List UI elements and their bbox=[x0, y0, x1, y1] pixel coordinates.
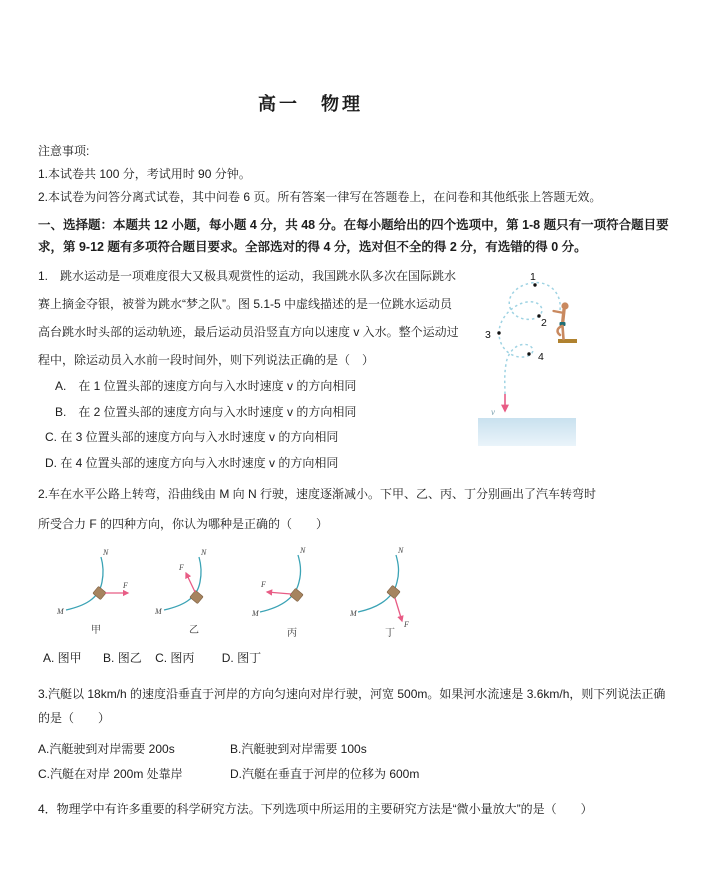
force-arrow bbox=[186, 573, 195, 592]
question-3-option-a: A.汽艇驶到对岸需要 200s bbox=[38, 742, 175, 756]
question-2 bbox=[38, 482, 670, 668]
question-2-option-a: A. 图甲 bbox=[43, 651, 82, 665]
question-2-option-c: C. 图丙 bbox=[155, 651, 195, 665]
question-2-text-line1: 2.车在水平公路上转弯，沿曲线由 M 向 N 行驶，速度逐渐减小。下甲、乙、丙、丁分别画出了汽车转弯时 bbox=[38, 487, 597, 501]
n-label: N bbox=[300, 546, 306, 555]
trajectory-point-3 bbox=[497, 331, 500, 334]
point-label-1: 1 bbox=[530, 271, 536, 283]
force-arrow bbox=[395, 598, 402, 621]
diagram-caption: 乙 bbox=[189, 625, 199, 636]
page-content bbox=[38, 140, 670, 821]
f-label: F bbox=[123, 581, 128, 590]
question-1-text: 1. 跳水运动是一项难度很大又极具观赏性的运动，我国跳水队多次在国际跳水赛上摘金夺银，被誉为跳水“梦之队”。图 5.1-5 中虚线描述的是一位跳水运动员高台跳水时头部的运动轨迹，最后运动员沿竖直方向以速度 v 入水。整个运动过程中，除运动员入水前一段时间外，则下列说法正确的是（ ） bbox=[38, 269, 459, 367]
question-2-text-line2: 所受合力 F 的四种方向，你认为哪种是正确的（ ） bbox=[38, 517, 329, 531]
question-2-options bbox=[38, 648, 670, 668]
m-label: M bbox=[350, 609, 357, 618]
question-1-option-a: A. 在 1 位置头部的速度方向与入水时速度 v 的方向相同 bbox=[55, 379, 357, 393]
trajectory-point-4 bbox=[527, 352, 530, 355]
question-1 bbox=[38, 262, 670, 476]
question-4-text: 4．物理学中有许多重要的科学研究方法。下列选项中所运用的主要研究方法是“微小量放大”的是（ ） bbox=[38, 802, 593, 816]
question-3-option-b: B.汽艇驶到对岸需要 100s bbox=[230, 742, 367, 756]
question-2-option-b: B. 图乙 bbox=[103, 651, 142, 665]
question-1-option-d: D. 在 4 位置头部的速度方向与入水时速度 v 的方向相同 bbox=[45, 455, 339, 470]
m-label: M bbox=[57, 607, 64, 616]
car-marker bbox=[190, 590, 203, 603]
diagram-bing bbox=[252, 542, 336, 638]
trajectory-path bbox=[499, 283, 560, 396]
point-label-4: 4 bbox=[538, 351, 544, 363]
notice-item-1: 1.本试卷共 100 分，考试用时 90 分钟。 bbox=[38, 167, 251, 181]
water-surface bbox=[478, 418, 576, 446]
notice-section bbox=[38, 140, 670, 209]
road-curve bbox=[260, 555, 301, 612]
question-1-option-b: B. 在 2 位置头部的速度方向与入水时速度 v 的方向相同 bbox=[55, 404, 357, 419]
car-marker bbox=[290, 588, 303, 601]
diagram-yi bbox=[154, 542, 238, 638]
page-title: 高一 物理 bbox=[258, 94, 363, 114]
question-3-option-c: C.汽艇在对岸 200m 处靠岸 bbox=[38, 767, 183, 781]
point-label-3: 3 bbox=[485, 329, 491, 341]
question-3-text: 3.汽艇以 18km/h 的速度沿垂直于河岸的方向匀速向对岸行驶，河宽 500m。如果河水流速是 3.6km/h，则下列说法正确的是（ ） bbox=[38, 687, 666, 725]
trajectory-point-1 bbox=[533, 283, 536, 286]
velocity-label: v bbox=[491, 407, 495, 417]
question-3-options bbox=[38, 737, 670, 787]
diagram-caption: 甲 bbox=[91, 625, 101, 636]
diving-platform bbox=[558, 339, 577, 343]
car-marker bbox=[93, 586, 106, 599]
figure-diver-trajectory bbox=[468, 268, 578, 448]
diagram-caption: 丁 bbox=[385, 628, 395, 638]
question-3-option-d: D.汽艇在垂直于河岸的位移为 600m bbox=[230, 767, 420, 781]
diver-illustration bbox=[554, 302, 569, 339]
f-label: F bbox=[179, 563, 184, 572]
n-label: N bbox=[103, 548, 109, 557]
n-label: N bbox=[398, 546, 404, 555]
notice-item-2: 2.本试卷为问答分离式试卷，其中问卷 6 页。所有答案一律写在答题卷上，在问卷和其他纸张上答题无效。 bbox=[38, 190, 602, 204]
question-3 bbox=[38, 682, 670, 787]
m-label: M bbox=[155, 607, 162, 616]
road-curve bbox=[358, 555, 399, 612]
road-curve bbox=[66, 557, 103, 610]
diagram-jia bbox=[56, 542, 140, 638]
force-arrow bbox=[267, 592, 291, 594]
diagram-caption: 丙 bbox=[287, 628, 297, 638]
point-label-2: 2 bbox=[541, 317, 547, 329]
f-label: F bbox=[404, 620, 409, 629]
question-2-option-d: D. 图丁 bbox=[221, 651, 262, 665]
question-1-option-c: C. 在 3 位置头部的速度方向与入水时速度 v 的方向相同 bbox=[45, 430, 339, 444]
n-label: N bbox=[201, 548, 207, 557]
notice-heading: 注意事项: bbox=[38, 144, 90, 158]
section-1-heading: 一、选择题：本题共 12 小题，每小题 4 分，共 48 分。在每小题给出的四个选项中，第 1-8 题只有一项符合题目要求，第 9-12 题有多项符合题目要求。全部选对的得 4 分，选对但不全的得 2 分，有选错的得 0 分。 bbox=[38, 218, 669, 254]
diagram-ding bbox=[350, 542, 434, 638]
f-label: F bbox=[261, 580, 266, 589]
diver-figure-svg bbox=[468, 268, 578, 448]
m-label: M bbox=[252, 609, 259, 618]
question-2-diagrams bbox=[56, 542, 670, 638]
